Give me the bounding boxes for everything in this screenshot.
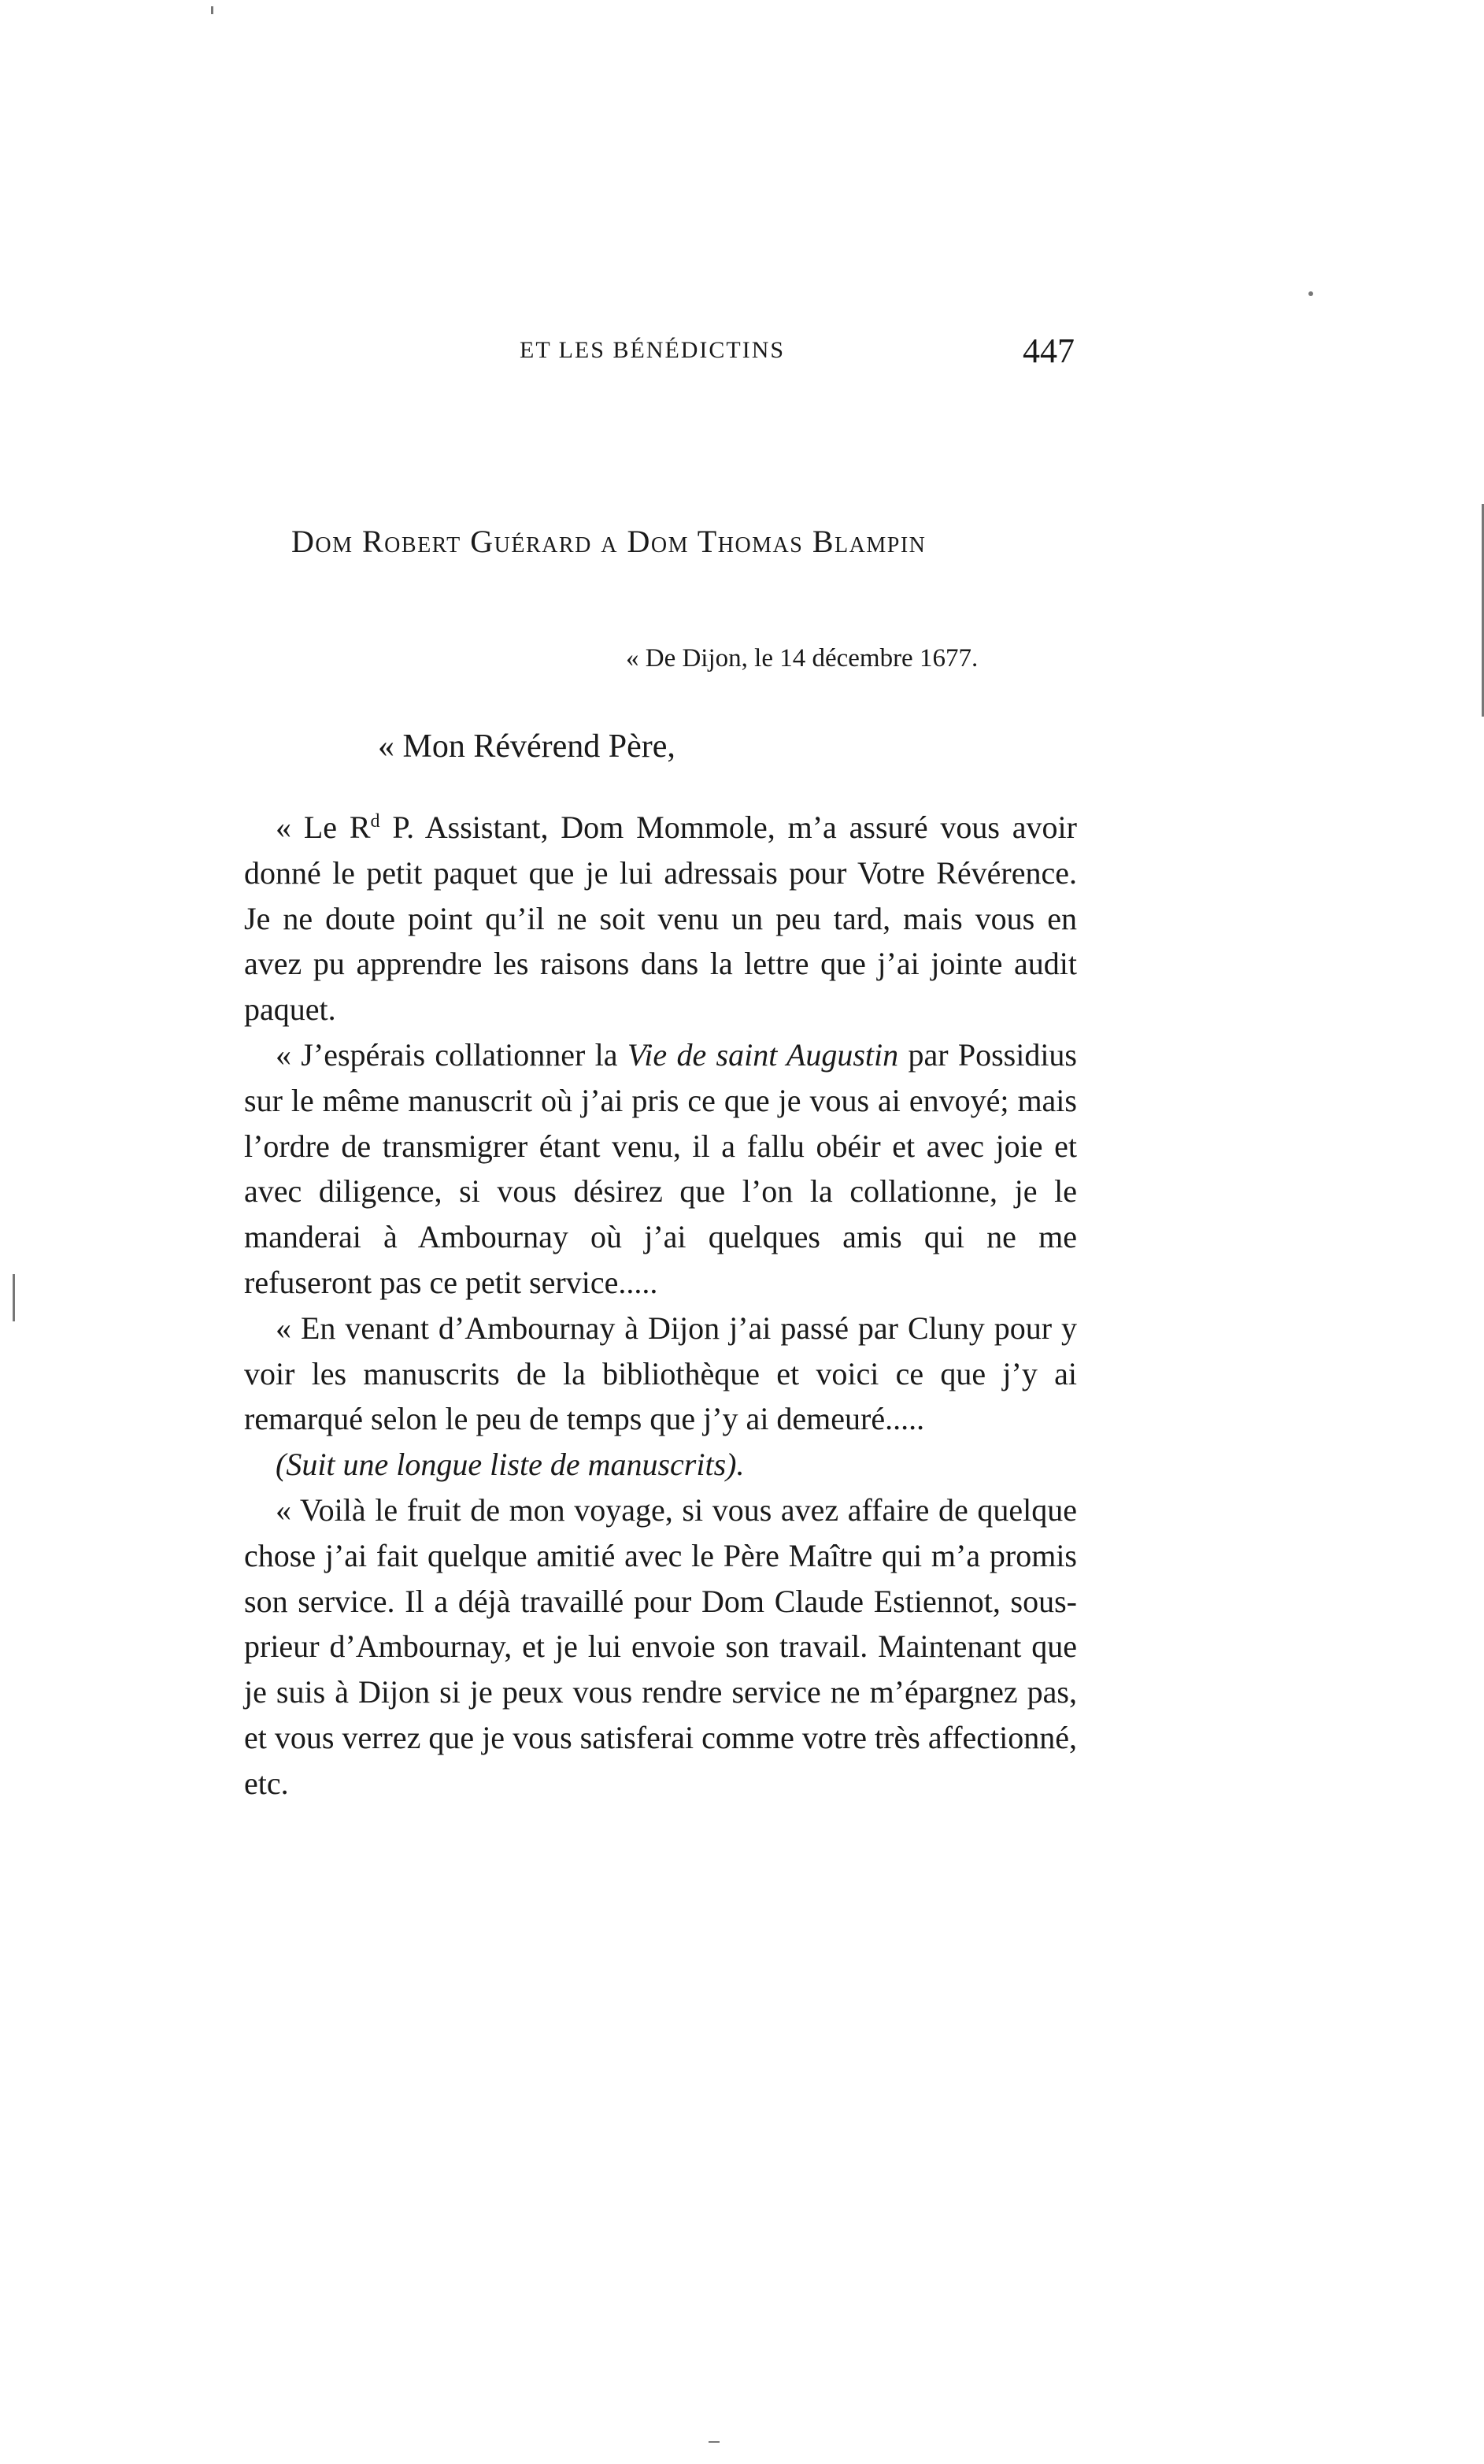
paragraph-1-start: « Le R: [276, 810, 371, 845]
book-title: Vie de saint Augustin: [627, 1036, 899, 1073]
scan-speck: [709, 2441, 720, 2443]
scan-speck: [211, 6, 213, 14]
paragraph-1-rest: P. Assistant, Dom Mommole, m’a assuré vous avoir donné le petit paquet que je lui adressais pour Votre Révérence. Je ne doute point qu’il ne soit venu un peu tard, mais vous en avez pu apprendre les raisons dans la lettre que j’ai jointe audit paquet.: [244, 810, 1077, 1028]
salutation: « Mon Révérend Père,: [378, 728, 675, 765]
dateline: « De Dijon, le 14 décembre 1677.: [626, 644, 979, 673]
paragraph-3: « En venant d’Ambournay à Dijon j’ai passé par Cluny pour y voir les manuscrits de la bibliothèque et voici ce que j’y ai remarqué selon le peu de temps que j’y ai demeuré.....: [244, 1310, 1077, 1437]
page-number: 447: [1023, 332, 1075, 370]
scan-speck: [1308, 291, 1313, 296]
running-title: ET LES BÉNÉDICTINS: [520, 337, 786, 363]
superscript-d: d: [370, 811, 380, 832]
letter-heading: Dom Robert Guérard a Dom Thomas Blampin: [291, 524, 927, 559]
running-head: [520, 331, 1075, 378]
paragraph-1: [244, 805, 1077, 1032]
paragraph-2-rest: par Possidius sur le même manuscrit où j’ai pris ce que je vous ai envoyé; mais l’ordre de transmigrer étant venu, il a fallu obéir et avec joie et avec diligence, si vous désirez que l’on la collationne, je le manderai à Ambournay où j’ai quelques amis qui ne me refuseront pas ce petit service.....: [244, 1036, 1077, 1300]
paragraph-5: « Voilà le fruit de mon voyage, si vous avez affaire de quelque chose j’ai fait quelque amitié avec le Père Maître qui m’a promis son service. Il a déjà travaillé pour Dom Claude Estiennot, sous-prieur d’Ambournay, et je lui envoie son travail. Maintenant que je suis à Dijon si je peux vous rendre service ne m’épargnez pas, et vous verrez que je vous satisferai comme votre très affectionné, etc.: [244, 1491, 1077, 1801]
paragraph-2-start: « J’espérais collationner la: [276, 1036, 627, 1073]
letter-body: [244, 805, 1077, 1806]
editorial-note: (Suit une longue liste de manuscrits).: [276, 1447, 745, 1483]
scan-margin-line: [13, 1274, 15, 1321]
paragraph-2: [244, 1032, 1077, 1306]
